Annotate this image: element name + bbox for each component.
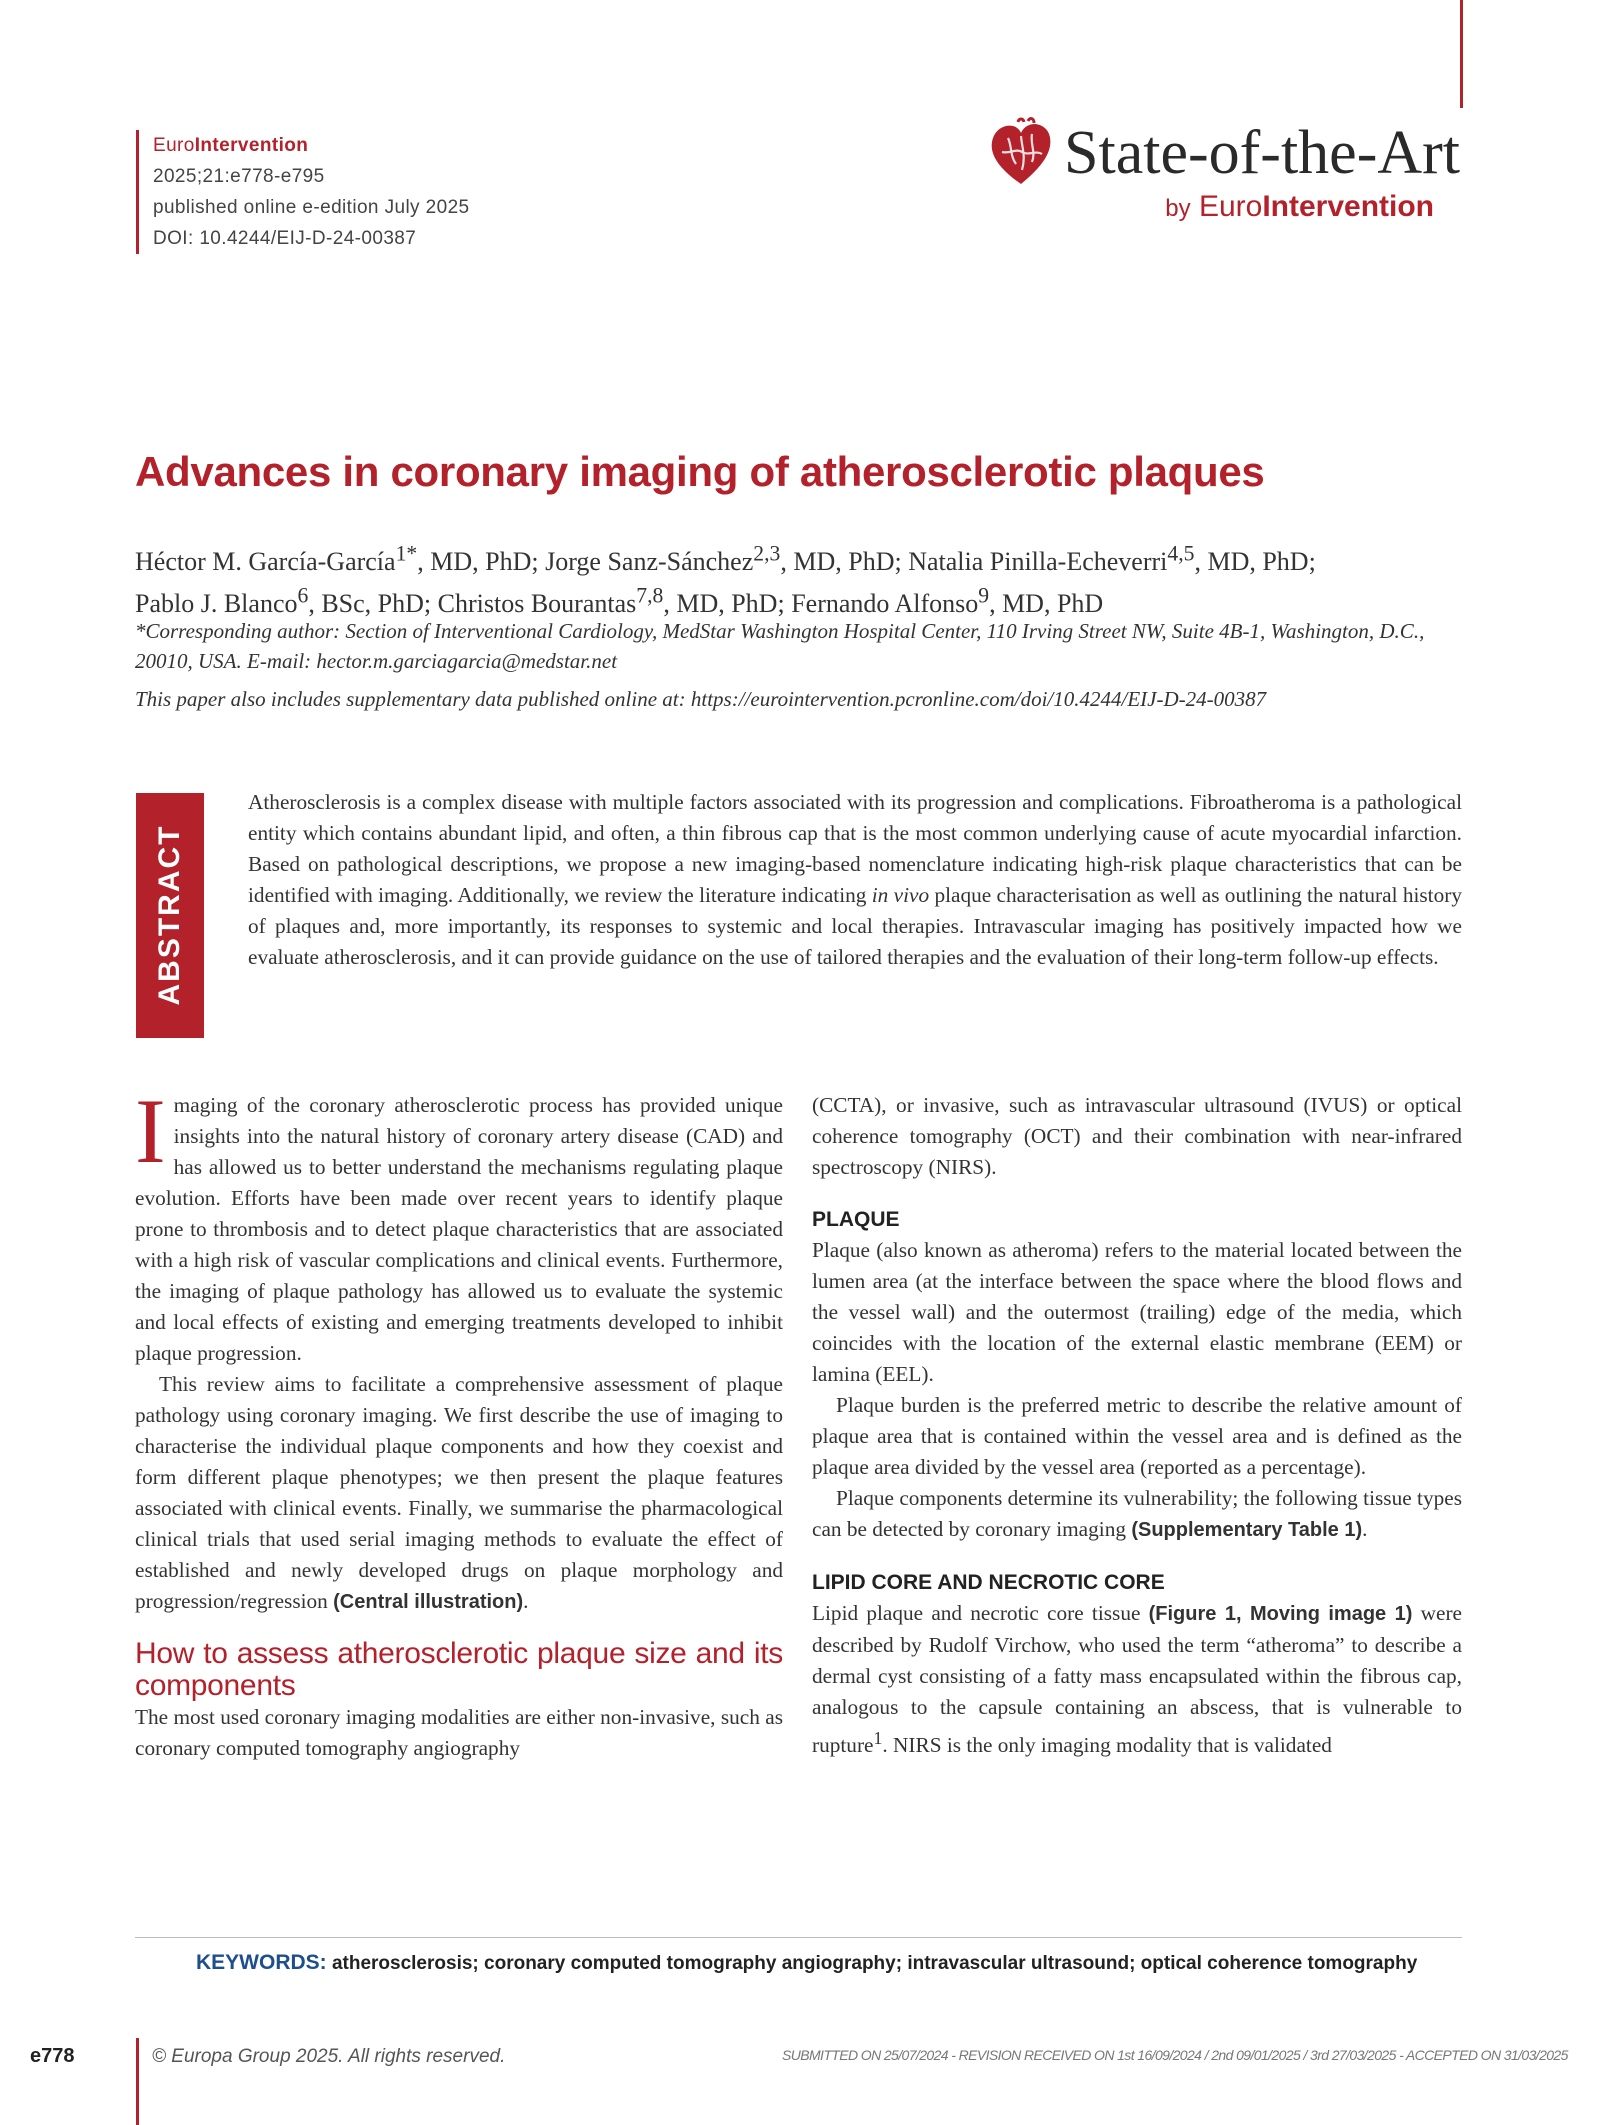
lipid-core-heading: LIPID CORE AND NECROTIC CORE xyxy=(812,1571,1165,1594)
brand-subtitle: by EuroIntervention xyxy=(1165,190,1434,223)
brand-title: State-of-the-Art xyxy=(1064,119,1460,187)
supplementary-data-note: This paper also includes supplementary data published online at: https://eurointervention.pcronline.com/doi/10.4244/EIJ-D-24-00387 xyxy=(135,687,1267,711)
central-illustration-link[interactable]: (Central illustration) xyxy=(333,1591,524,1613)
author: Christos Bourantas$^{7,8}$, MD, PhD; xyxy=(437,583,792,619)
page-number: e778 xyxy=(30,2045,75,2067)
figure-link[interactable]: (Figure 1, Moving image 1) xyxy=(1148,1603,1413,1625)
lipid-paragraph: Lipid plaque and necrotic core tissue (Figure 1, Moving image 1) were described by Rudolf Virchow, who used the term “atheroma” to describe a dermal cyst consisting of a fatty mass encapsulated within the fibrous cap, analogous to the capsule containing an abscess, that is vulnerable to rupture$^1$. NIRS is the only imaging modality that is validated xyxy=(812,1601,1462,1758)
corresponding-author-note: *Corresponding author: Section of Interventional Cardiology, MedStar Washington Hospital Center, 110 Irving Street NW, Suite 4B-1, Washington, D.C., 20010, USA. E-mail: hector.m.garciagarcia@medstar.net xyxy=(135,619,1425,673)
section-paragraph: The most used coronary imaging modalities are either non-invasive, such as coronary computed tomography angiography xyxy=(135,1705,783,1760)
drop-cap: I xyxy=(135,1080,166,1182)
section-heading: How to assess atherosclerotic plaque size and its components xyxy=(135,1637,783,1702)
journal-name: EuroIntervention xyxy=(153,135,309,156)
abstract-label: ABSTRACT xyxy=(153,824,186,1006)
plaque-paragraph: Plaque (also known as atheroma) refers to the material located between the lumen area (at the interface between the space where the blood flows and the vessel wall) and the outermost (trailing) edge of the media, which coincides with the location of the external elastic membrane (EEM) or lamina (EEL). xyxy=(812,1238,1462,1386)
journal-info xyxy=(136,130,470,254)
state-of-the-art-brand xyxy=(988,118,1460,224)
keywords-list: atherosclerosis; coronary computed tomography angiography; intravascular ultrasound; optical coherence tomography xyxy=(331,1953,1418,1974)
plaque-heading: PLAQUE xyxy=(812,1208,900,1231)
abstract-text: Atherosclerosis is a complex disease with multiple factors associated with its progression and complications. Fibroatheroma is a pathological entity which contains abundant lipid, and often, a thin fibrous cap that is the most common underlying cause of acute myocardial infarction. Based on pathological descriptions, we propose a new imaging-based nomenclature indicating high-risk plaque characteristics that can be identified with imaging. Additionally, we review the literature indicating in vivo plaque characterisation as well as outlining the natural history of plaques and, more importantly, its responses to systemic and local therapies. Intravascular imaging has positively impacted how we evaluate atherosclerosis, and it can provide guidance on the use of tailored therapies and the evaluation of their long-term follow-up effects. xyxy=(248,790,1462,969)
submission-dates: SUBMITTED ON 25/07/2024 - REVISION RECEIVED ON 1st 16/09/2024 / 2nd 09/01/2025 / 3rd 27/03/2025 - ACCEPTED ON 31/03/2025 xyxy=(782,2047,1568,2063)
keywords-divider xyxy=(135,1937,1462,1938)
intro-paragraph: Imaging of the coronary atherosclerotic process has provided unique insights into the natural history of coronary artery disease (CAD) and has allowed us to better understand the mechanisms regulating plaque evolution. Efforts have been made over recent years to identify plaque prone to thrombosis and to detect plaque characteristics that are associated with a high risk of vascular complications and clinical events. Furthermore, the imaging of plaque pathology has allowed us to evaluate the systemic and local effects of existing and emerging treatments developed to inhibit plaque progression. xyxy=(135,1080,783,1365)
doi[interactable]: DOI: 10.4244/EIJ-D-24-00387 xyxy=(153,228,417,249)
right-column xyxy=(812,1090,1462,1761)
supplementary-table-link[interactable]: (Supplementary Table 1) xyxy=(1131,1519,1363,1541)
author-list xyxy=(135,536,1465,621)
author: Fernando Alfonso$^9$, MD, PhD xyxy=(791,583,1104,619)
heart-icon xyxy=(988,118,1054,188)
plaque-paragraph: Plaque components determine its vulnerability; the following tissue types can be detected by coronary imaging (Supplementary Table 1). xyxy=(812,1486,1462,1541)
author: Jorge Sanz-Sánchez$^{2,3}$, MD, PhD; xyxy=(545,541,909,576)
footer-accent-rule xyxy=(136,2038,139,2125)
publication-date: published online e-edition July 2025 xyxy=(153,197,470,218)
top-accent-rule xyxy=(1460,0,1463,108)
author: Pablo J. Blanco$^6$, BSc, PhD; xyxy=(135,583,438,619)
keywords-label: KEYWORDS: xyxy=(196,1951,327,1974)
article-title: Advances in coronary imaging of atherosclerotic plaques xyxy=(135,448,1265,495)
continued-paragraph: (CCTA), or invasive, such as intravascular ultrasound (IVUS) or optical coherence tomography (OCT) and their combination with near-infrared spectroscopy (NIRS). xyxy=(812,1093,1462,1179)
left-column xyxy=(135,1080,783,1764)
copyright-notice: © Europa Group 2025. All rights reserved. xyxy=(152,2046,506,2067)
author: Natalia Pinilla-Echeverri$^{4,5}$, MD, PhD; xyxy=(908,541,1316,576)
intro-paragraph: This review aims to facilitate a comprehensive assessment of plaque pathology using coronary imaging. We first describe the use of imaging to characterise the individual plaque components and how they coexist and form different plaque phenotypes; we then present the plaque features associated with clinical events. Finally, we summarise the pharmacological clinical trials that used serial imaging methods to evaluate the effect of established and newly developed drugs on plaque morphology and progression/regression (Central illustration). xyxy=(135,1372,783,1613)
keywords xyxy=(196,1951,1417,1975)
citation: 2025;21:e778-e795 xyxy=(153,166,325,187)
plaque-paragraph: Plaque burden is the preferred metric to describe the relative amount of plaque area that is contained within the vessel area and is defined as the plaque area divided by the vessel area (reported as a percentage). xyxy=(812,1393,1462,1479)
author: Héctor M. García-García$^{1*}$, MD, PhD; xyxy=(135,541,546,576)
